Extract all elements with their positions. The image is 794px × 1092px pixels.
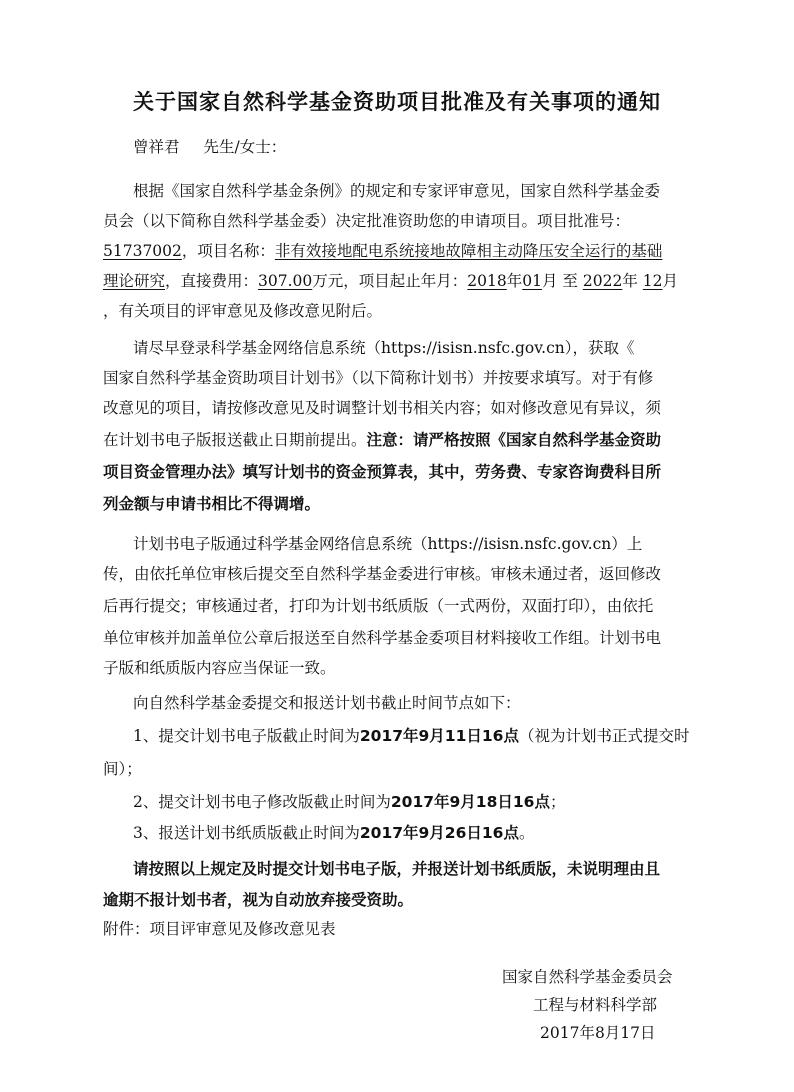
recipient-title: 先生/女士： <box>203 138 287 156</box>
p1-text: 万元，项目起止年月： <box>312 272 468 290</box>
recipient-name: 曾祥君 <box>133 138 180 156</box>
p5-line-2: 逾期不报计划书者，视为自动放弃接受资助。 <box>103 891 414 909</box>
project-name-cont: 理论研究 <box>103 272 166 290</box>
end-year: 2022 <box>582 272 623 290</box>
p1-line-5: ，有关项目的评审意见及修改意见附后。 <box>103 302 383 320</box>
p5-line-1: 请按照以上规定及时提交计划书电子版，并报送计划书纸质版，未说明理由且 <box>133 860 661 878</box>
notice-emphasis: 注意：请严格按照《国家自然科学基金资助 <box>366 431 662 449</box>
p2-text: 在计划书电子版报送截止日期前提出。 <box>103 431 367 449</box>
deadline-item-1 <box>133 726 689 746</box>
p3-line-3: 后再行提交；审核通过者，打印为计划书纸质版（一式两份，双面打印），由依托 <box>103 597 654 615</box>
deadline-item-3 <box>133 823 534 843</box>
signature-org: 国家自然科学基金委员会 <box>502 968 673 986</box>
p1-text: 年 <box>622 272 638 290</box>
p3-line-5: 子版和纸质版内容应当保证一致。 <box>103 659 336 677</box>
deadline-item-1-cont: 间）； <box>103 760 142 778</box>
p1-text: ，项目名称： <box>181 242 275 260</box>
p1-line-3 <box>103 241 662 261</box>
project-name: 非有效接地配电系统接地故障相主动降压安全运行的基础 <box>274 242 663 260</box>
item-text: ； <box>549 793 566 811</box>
p3-line-2: 传，由依托单位审核后提交至自然科学基金委进行审核。审核未通过者，返回修改 <box>103 565 662 583</box>
p1-text: 月 至 <box>542 272 578 290</box>
p1-line-4 <box>103 271 678 291</box>
item-text: 3、报送计划书纸质版截止时间为 <box>133 824 360 842</box>
p2-line-6: 列金额与申请书相比不得调增。 <box>103 495 321 513</box>
p1-text: 月 <box>662 272 679 290</box>
p1-text: ，直接费用： <box>165 272 259 290</box>
document-title: 关于国家自然科学基金资助项目批准及有关事项的通知 <box>133 90 661 114</box>
p1-text: 年 <box>506 272 523 290</box>
direct-cost: 307.00 <box>258 272 313 290</box>
deadline-item-2 <box>133 792 565 812</box>
item-text: （视为计划书正式提交时 <box>518 727 690 745</box>
deadline-date-1: 2017年9月11日16点 <box>359 727 519 745</box>
deadline-date-3: 2017年9月26日16点 <box>359 824 519 842</box>
project-number: 51737002 <box>103 242 182 260</box>
signature-date: 2017年8月17日 <box>540 1024 656 1042</box>
item-text: 2、提交计划书电子修改版截止时间为 <box>133 793 391 811</box>
attachment-note: 附件：项目评审意见及修改意见表 <box>103 920 336 938</box>
p4-line-1: 向自然科学基金委提交和报送计划书截止时间节点如下： <box>133 694 521 712</box>
p3-line-1: 计划书电子版通过科学基金网络信息系统（https://isisn.nsfc.gov.cn）上 <box>133 535 643 553</box>
p1-line-1: 根据《国家自然科学基金条例》的规定和专家评审意见，国家自然科学基金委 <box>133 182 661 200</box>
p2-line-4 <box>103 430 661 450</box>
salutation <box>133 137 286 157</box>
p2-line-1: 请尽早登录科学基金网络信息系统（https://isisn.nsfc.gov.cn），获取《 <box>133 339 635 357</box>
deadline-date-2: 2017年9月18日16点 <box>390 793 550 811</box>
p2-line-5: 项目资金管理办法》填写计划书的资金预算表，其中，劳务费、专家咨询费科目所 <box>103 463 662 481</box>
p2-line-3: 改意见的项目，请按修改意见及时调整计划书相关内容；如对修改意见有异议，须 <box>103 399 662 417</box>
p1-line-2: 员会（以下简称自然科学基金委）决定批准资助您的申请项目。项目批准号： <box>103 212 631 230</box>
p2-line-2: 国家自然科学基金资助项目计划书》（以下简称计划书）并按要求填写。对于有修 <box>103 369 654 387</box>
item-text: 1、提交计划书电子版截止时间为 <box>133 727 360 745</box>
start-year: 2018 <box>467 272 507 290</box>
start-month: 01 <box>522 272 542 290</box>
signature-dept: 工程与材料科学部 <box>533 996 658 1014</box>
end-month: 12 <box>642 272 663 290</box>
p3-line-4: 单位审核并加盖单位公章后报送至自然科学基金委项目材料接收工作组。计划书电 <box>103 629 662 647</box>
item-text: 。 <box>518 824 535 842</box>
